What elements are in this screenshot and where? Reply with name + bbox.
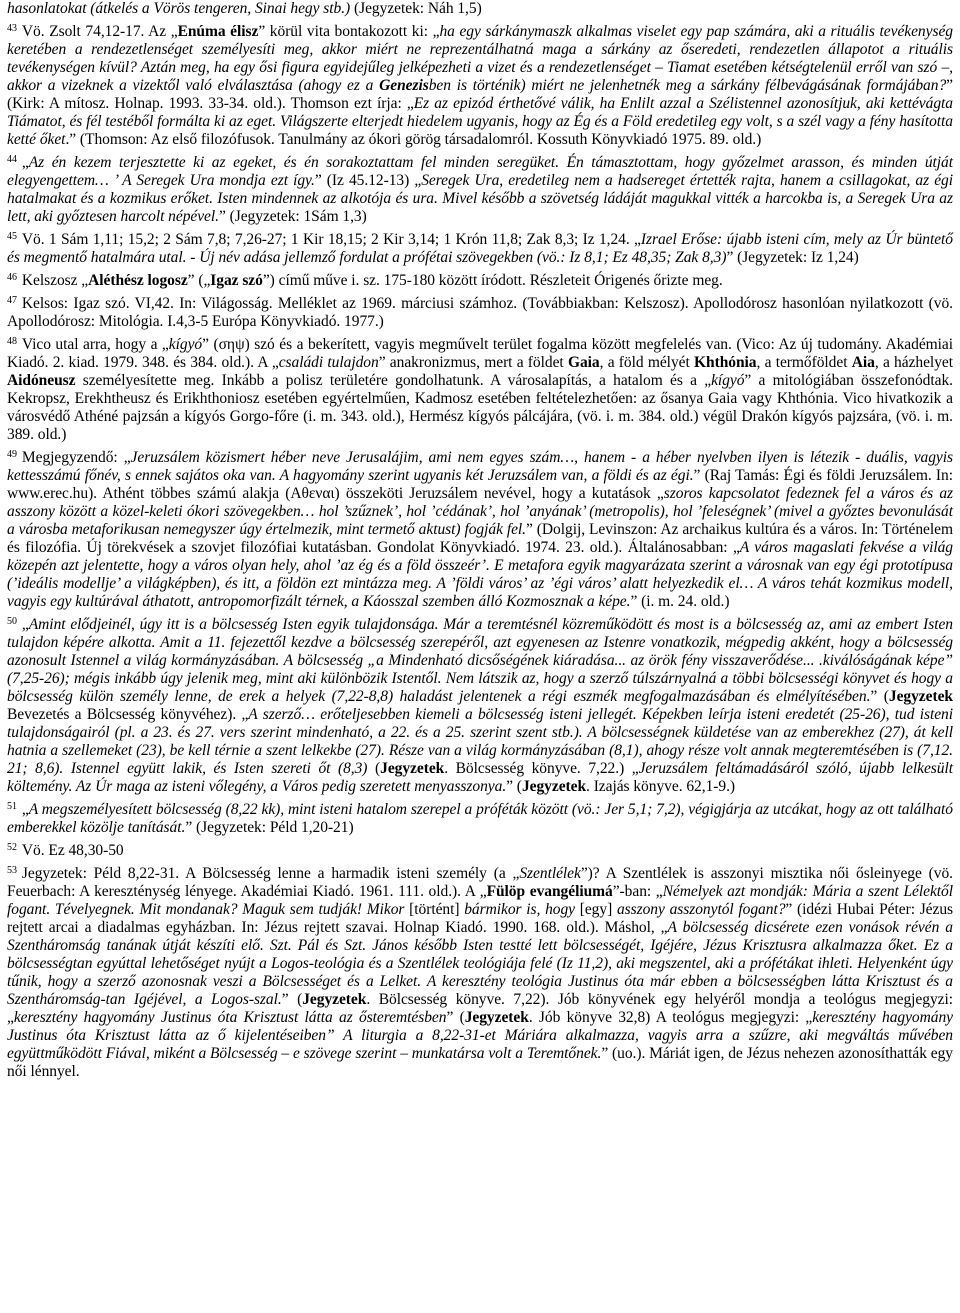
- footnote-text-segment: ” a mitológiában összefonódtak. Kekropsz, Erekhtheusz és Erikhthoniosz esetében egyértelműen, Kadmosz esetében feltételezhetően: az ősanya Gaia vagy Khthónia. Vico hivatkozik a városvédő Athéné pajzsán a kígyós Gorgo-főre (i. m. 343. old.), Hermész kígyós pálcájára, (vö. i. m. 384. old.) végül Drakón kígyós pajzsára, (vö. i. m. 389. old.): [7, 372, 953, 443]
- footnote-text-segment: [egy]: [575, 901, 617, 918]
- footnote-text-segment: Aia: [851, 354, 875, 371]
- footnote-text-segment: ” (Jegyzetek: Péld 1,20-21): [185, 819, 354, 836]
- footnote-text-segment: Amint elődjeinél, úgy itt is a bölcsesség Isten egyik tulajdonsága. Már a teremtésnél közreműködött és most is a bölcsesség az, ami az embert Isten tulajdon képére alkotta. Amit a 11. fejezettől kezdve a bölcsesség szerepéről, azt egyenesen az Istenre vonatkozik, mégpedig akként, hogy a bölcsesség azonosult Istennel a világ kormányzásában. A bölcsesség „a Mindenható dicsőségének kiáradása... az örök fény visszaverődése... .kiválóságának képe” (7,25-26); mégis inkább úgy jelenik meg, mint aki különbözik Istentől. Nem látszik az, hogy a szerző túlszárnyalná a többi bölcsességi könyvet és hogy a bölcsesség külön személy lenne, de erek a helyek (7,22-8,8) haladást jelentenek a régi eszmék megfogalmazásában és elmélyítésében.: [7, 616, 953, 705]
- footnote-number: 53: [7, 865, 17, 876]
- footnote-text-segment: Jegyzetek: [464, 1009, 529, 1026]
- footnote-number: 44: [7, 154, 17, 165]
- footnote-text-segment: Aidóneusz: [7, 372, 76, 389]
- footnote-text-segment: Vico utal arra, hogy a „: [21, 336, 169, 353]
- footnote-text-segment: Kelszosz „: [21, 272, 89, 289]
- footnote-text-segment: ” (Jegyzetek: Iz 1,24): [726, 249, 859, 266]
- footnote: [7, 23, 953, 149]
- footnote: [7, 449, 953, 611]
- footnote-text-segment: Jeruzsálem közismert héber neve Jerusalájim, ami nem egyes szám…, hanem - a héber nyelvben ilyen is létezik - duális, vagyis kettesszámú főnév, s ennek sajátos oka van. A hagyomány szerint ugyanis két Jeruzsálem van, a földi és az égi.: [7, 449, 953, 484]
- footnote-text-segment: ” (: [870, 688, 889, 705]
- footnote-text-segment: ” (: [446, 1009, 465, 1026]
- footnote-text-segment: személyesítette meg. Inkább a polisz területére gondolhatunk. A városalapítás, a hatalom és a „: [75, 372, 712, 389]
- footnote-text-segment: Igaz szó: [210, 272, 263, 289]
- footnote-text-segment: ” (i. m. 24. old.): [630, 593, 730, 610]
- footnote-text-segment: ” (Dolgij, Levinszon: Az archaikus kultúra és a város. In: Történelem és filozófia. Új törekvések a szovjet filozófiai kutatásban. Gondolat Könyvkiadó. 1974. 23. old.). Általánosabban: „: [7, 521, 953, 556]
- footnote-text-segment: keresztény hagyomány Justinus óta Krisztust látta az ő kijelentéseiben: [7, 1009, 953, 1044]
- footnote-text-segment: ”)? A Szentlélek is asszonyi misztika női ősleinyege (vö. Feuerbach: A kereszténység lényege. Akadémiai Kiadó. 1961. 111. old.). A „: [7, 865, 954, 900]
- footnote-text-segment: (Jegyzetek: Náh 1,5): [350, 0, 482, 17]
- footnote-text-segment: Jegyzetek: [302, 991, 367, 1008]
- footnote-text-segment: .” (Thomson: Az első filozófusok. Tanulmány az ókori görög társadalomról. Kossuth Könyvkiadó 1975. 89. old.): [65, 131, 762, 148]
- footnote-number: 47: [7, 295, 17, 306]
- footnote-text-segment: ha egy sárkánymaszk alkalmas viselet egy pap számára, aki a rituális tevékenység keretében a rendezetlenséget személyesíti meg, akkor miért ne reprezentálhatná maga a sárkány az őseredeti, rendezetlen állapotot a rituális tevékenységen kívül? Aztán meg, ha egy ősi figura egyidejűleg jelképezheti a vizet és a rendezetlenséget – Tiamat esetében kétségtelenül erről van szó –, akkor a vizeknek a vizektől való elválasztása (ahogy ez a: [7, 23, 953, 94]
- footnote-text-segment: , a termőföldet: [756, 354, 852, 371]
- footnote-text-segment: Némelyek azt mondják: Mária a szent Lélektől fogant. Tévelyegnek. Mit mondanak? Maguk sem tudják! Mikor: [7, 883, 953, 918]
- footnote-number: 49: [7, 449, 17, 460]
- footnote-text-segment: ” (idézi Hubai Péter: Jézus rejtett arcai a diadalmas egyházban. In: Jézus rejtett szavai. Holnap Kiadó. 1990. 168. old.). Máshol, „: [7, 901, 954, 936]
- footnote-text-segment: Vö. Ez 48,30-50: [21, 842, 124, 859]
- footnote: [7, 842, 953, 860]
- footnote-text-segment: A város magaslati fekvése a világ közepén azt jelentette, hogy a város olyan hely, ahol ’az ég és a föld összeér’. E metafora egyik magyarázata szerint a városnak van egy égi prototípusa (’ideális modellje’ a világképben), és itt, a földön ezt mintázza meg. A ’földi város’ az ’égi város’ alatt helyezkedik el… A város tehát kozmikus modell, vagyis egy kultúrával áthatott, antropomorfizált térnek, a Káosszal szemben álló Kozmosznak a képe.: [7, 539, 954, 610]
- footnote-text-segment: bármikor is, hogy: [464, 901, 575, 918]
- footnote-number: 52: [7, 842, 17, 853]
- footnote: [7, 295, 953, 331]
- footnote-text-segment: Izrael Erőse: újabb isteni cím, mely az Úr büntető és megmentő hatalmára utal. - Új név adása jellemző fordulat a prófétai szövegekben (vö.: Iz 8,1; Ez 48,35; Zak 8,3): [7, 231, 953, 266]
- footnote-text-segment: Bevezetés a Bölcsesség könyvéhez). „: [7, 706, 249, 723]
- footnote-text-segment: Genezis: [379, 77, 429, 94]
- footnote-text-segment: Kelsos: Igaz szó. VI,42. In: Világosság. Melléklet az 1969. márciusi számhoz. (Továbbiakban: Kelszosz). Apollodórosz hasonlóan nyilatkozott (vö. Apollodórosz: Mitológia. I.4,3-5 Európa Könyvkiadó. 1977.): [7, 295, 953, 330]
- footnote-text-segment: ” körül vita bontakozott ki: „: [258, 23, 440, 40]
- footnote: [7, 801, 953, 837]
- footnote-text-segment: , a föld mélyét: [599, 354, 694, 371]
- footnote-text-segment: asszony asszonytól fogant?: [616, 901, 786, 918]
- footnote-text-segment: ” (Kirk: A mítosz. Holnap. 1993. 33-34. old.). Thomson ezt írja: „: [7, 77, 953, 112]
- footnote-text-segment: ”) című műve i. sz. 175-180 között íródott. Részleteit Órigenés őrizte meg.: [262, 272, 723, 289]
- footnote-text-segment: . Bölcsesség könyve. 7,22.) „: [444, 760, 639, 777]
- footnote: [7, 154, 953, 226]
- footnote-text-segment: ” anakronizmus, mert a földet: [378, 354, 568, 371]
- footnote-text-segment: Jeruzsálem feltámadásáról szóló, újabb lelkesült költemény. Az Úr maga az isteni vőlegény, a Város pedig szeretett menyasszonya.: [7, 760, 953, 795]
- footnote-text-segment: Jegyzetek: [380, 760, 445, 777]
- footnote: [7, 616, 953, 796]
- footnote: [7, 336, 953, 444]
- footnote-number: 50: [7, 616, 17, 627]
- footnote-text-segment: Jegyzetek: [888, 688, 953, 705]
- footnote-text-segment: [történt]: [404, 901, 465, 918]
- footnote-number: 48: [7, 336, 17, 347]
- footnote-text-segment: kígyó: [168, 336, 203, 353]
- footnote-text-segment: ” (Iz 45.12-13) „: [314, 172, 422, 189]
- footnote-text-segment: (: [367, 760, 381, 777]
- footnote-text-segment: Khthónia: [694, 354, 757, 371]
- footnote-text-segment: ” (Raj Tamás: Égi és földi Jeruzsálem. In: www.erec.hu). Athént többes számú alakja (Αθεναι) összeköti Jeruzsálem nevével, hogy a kutatások „: [7, 467, 954, 502]
- footnote-text-segment: Vö. Zsolt 74,12-17. Az „: [21, 23, 178, 40]
- footnote-text-segment: Jegyzetek: Péld 8,22-31. A Bölcsesség lenne a harmadik isteni személy (a „: [21, 865, 520, 882]
- footnote-text-segment: családi tulajdon: [278, 354, 379, 371]
- footnote-text-segment: Jegyzetek: [521, 778, 587, 795]
- footnote-text-segment: „: [21, 801, 29, 818]
- footnote-text-segment: Megjegyzendő: „: [21, 449, 131, 466]
- footnote-text-segment: ” („: [187, 272, 211, 289]
- footnote-text-segment: Aléthész logosz: [88, 272, 188, 289]
- footnote-text-segment: , a házhelyet: [874, 354, 953, 371]
- footnote-text-segment: ”-ban: „: [612, 883, 663, 900]
- footnote-number: 51: [7, 801, 17, 812]
- footnote-text-segment: kígyó: [711, 372, 745, 389]
- footnote-text-segment: „: [21, 616, 29, 633]
- footnote-text-segment: . Bölcsesség könyve. 7,22). Jób könyvének egy helyéről mondja a teológus megjegyzi: „: [7, 991, 953, 1026]
- footnote: [7, 0, 953, 18]
- footnote-text-segment: ” (uo.). Máriát igen, de Jézus nehezen azonosíthatták egy női lénnyel.: [7, 1045, 953, 1080]
- footnote: [7, 231, 953, 267]
- footnote-text-segment: . Izajás könyve. 62,1-9.): [586, 778, 736, 795]
- footnote-text-segment: hasonlatokat (átkelés a Vörös tengeren, Sinai hegy stb.): [7, 0, 351, 17]
- footnote-text-segment: ” (: [281, 991, 303, 1008]
- footnote-text-segment: Gaia: [567, 354, 600, 371]
- footnote-text-segment: Szentlélek: [519, 865, 581, 882]
- footnote-text-segment: ” A liturgia a 8,22-31-et Máriára alkalmazza, vagyis arra a szűzre, aki megváltás művében együttműködött Fiával, miként a Bölcsesség – e szövege szerint – munkatársa volt a Teremtőnek.: [7, 1027, 953, 1062]
- footnote-number: 46: [7, 272, 17, 283]
- footnote: [7, 272, 953, 290]
- footnote-text-segment: szoros kapcsolatot fedeznek fel a város és az asszony között a közel-keleti ókori szövegekben… hol ’szűznek’, hol ’cédának’, hol ’anyának’ (metropolis), hol ’feleségnek’ (mivel a győztes bevonulását a városba metaforikusan nemegyszer úgy értelmezik, mint termető aktust) fogják fel.: [7, 485, 954, 538]
- footnote-text-segment: Seregek Ura, eredetileg nem a hadsereget értették rajta, hanem a csillagokat, az égi hatalmakat és a kozmikus erőket. Isten mindennek az alkotója és ura. Mivel később a szövetség ládáját magukkal vitték a harcokba is, a Seregek Ura az lett, aki győztesen harcolt népével.: [7, 172, 954, 225]
- footnote-text-segment: keresztény hagyomány Justinus óta Krisztust látta az ősteremtésben: [13, 1009, 447, 1026]
- footnote-text-segment: ” (σηψ) szó és a bekerített, vagyis megművelt terület fogalma között megfelelés van. (Vico: Az új tudomány. Akadémiai Kiadó. 2. kiad. 1979. 348. és 384. old.). A „: [7, 336, 953, 371]
- footnote-text-segment: . Jób könyve 32,8) A teológus megjegyzi: „: [528, 1009, 813, 1026]
- footnote-text-segment: Enúma élisz: [177, 23, 259, 40]
- footnote-text-segment: A megszemélyesített bölcsesség (8,22 kk), mint isteni hatalom szerepel a próféták között (vö.: Jer 5,1; 7,2), végigjárja az utcákat, hogy az ott található emberekkel közölje tanítását.: [7, 801, 953, 836]
- footnote-text-segment: Vö. 1 Sám 1,11; 15,2; 2 Sám 7,8; 7,26-27; 1 Kir 18,15; 2 Kir 3,14; 1 Krón 11,8; Zak 8,3; Iz 1,24. „: [21, 231, 641, 248]
- footnote-text-segment: Az én kezem terjesztette ki az egeket, és én sorakoztattam fel minden seregüket. Én támasztottam, hogy győzelmet arasson, és minden útját elegyengettem… ’ A Seregek Ura mondja ezt így.: [7, 154, 953, 189]
- footnote-text-segment: „: [21, 154, 29, 171]
- footnote-text-segment: Ez az epizód érthetővé válik, ha Enlilt azzal a Szélistennel azonosítjuk, aki kettévágta Tiámatot, és fél testéből formálta ki az eget. Világszerte elterjedt hiedelem ugyanis, hogy az Ég és a Föld eredetileg egy volt, s a szél vagy a fény hasította ketté őket: [7, 95, 953, 148]
- footnote-text-segment: ” (: [506, 778, 522, 795]
- footnote: [7, 865, 953, 1081]
- footnote-text-segment: A bölcsesség dicsérete ezen vonások révén a Szentháromság tanának útját készíti elő. Szt. Pál és Szt. János később Isten testté lett bölcsességét, Igéjére, Jézus Krisztusra alkalmazza őket. Ez a bölcsességtan egyúttal lehetőséget nyújt a Logos-teológia és a Szentlélek teológiája felé (Iz 11,2), aki megszentel, aki a prófétákat ihleti. Helyenként úgy tűnik, hogy a szerző azonosnak veszi a Bölcsességet és a Lelket. A keresztény teológia Justinus óta már ebben a bölcsességben látta Krisztust és a Szentháromság-tan Igéjével, a Logos-szal.: [7, 919, 953, 1008]
- footnote-text-segment: Fülöp evangéliumá: [486, 883, 613, 900]
- footnote-number: 43: [7, 23, 17, 34]
- footnote-text-segment: ben is történik) miért ne jelenhetnék meg a sárkány félbevágásának formájában?: [428, 77, 947, 94]
- footnote-text-segment: ” (Jegyzetek: 1Sám 1,3): [218, 208, 367, 225]
- footnote-text-segment: A szerző… erőteljesebben kiemeli a bölcsesség isteni jellegét. Képekben leírja isteni eredetét (25-26), tud isteni tulajdonságairól (pl. a 23. és 27. vers szerint mindenható, a 22. és a 25. szerint szent stb.). A bölcsességnek küldetése van az emberekhez (27), át kell hatnia a szellemeket (23), be kell térnie a szent lelkekbe (27). Része van a világ kormányzásában (8,1), ahogy része volt annak megteremtésében is (7,12. 21; 8,6). Istennel együtt lakik, és Isten szereti őt (8,3): [7, 706, 953, 777]
- footnote-number: 45: [7, 231, 17, 242]
